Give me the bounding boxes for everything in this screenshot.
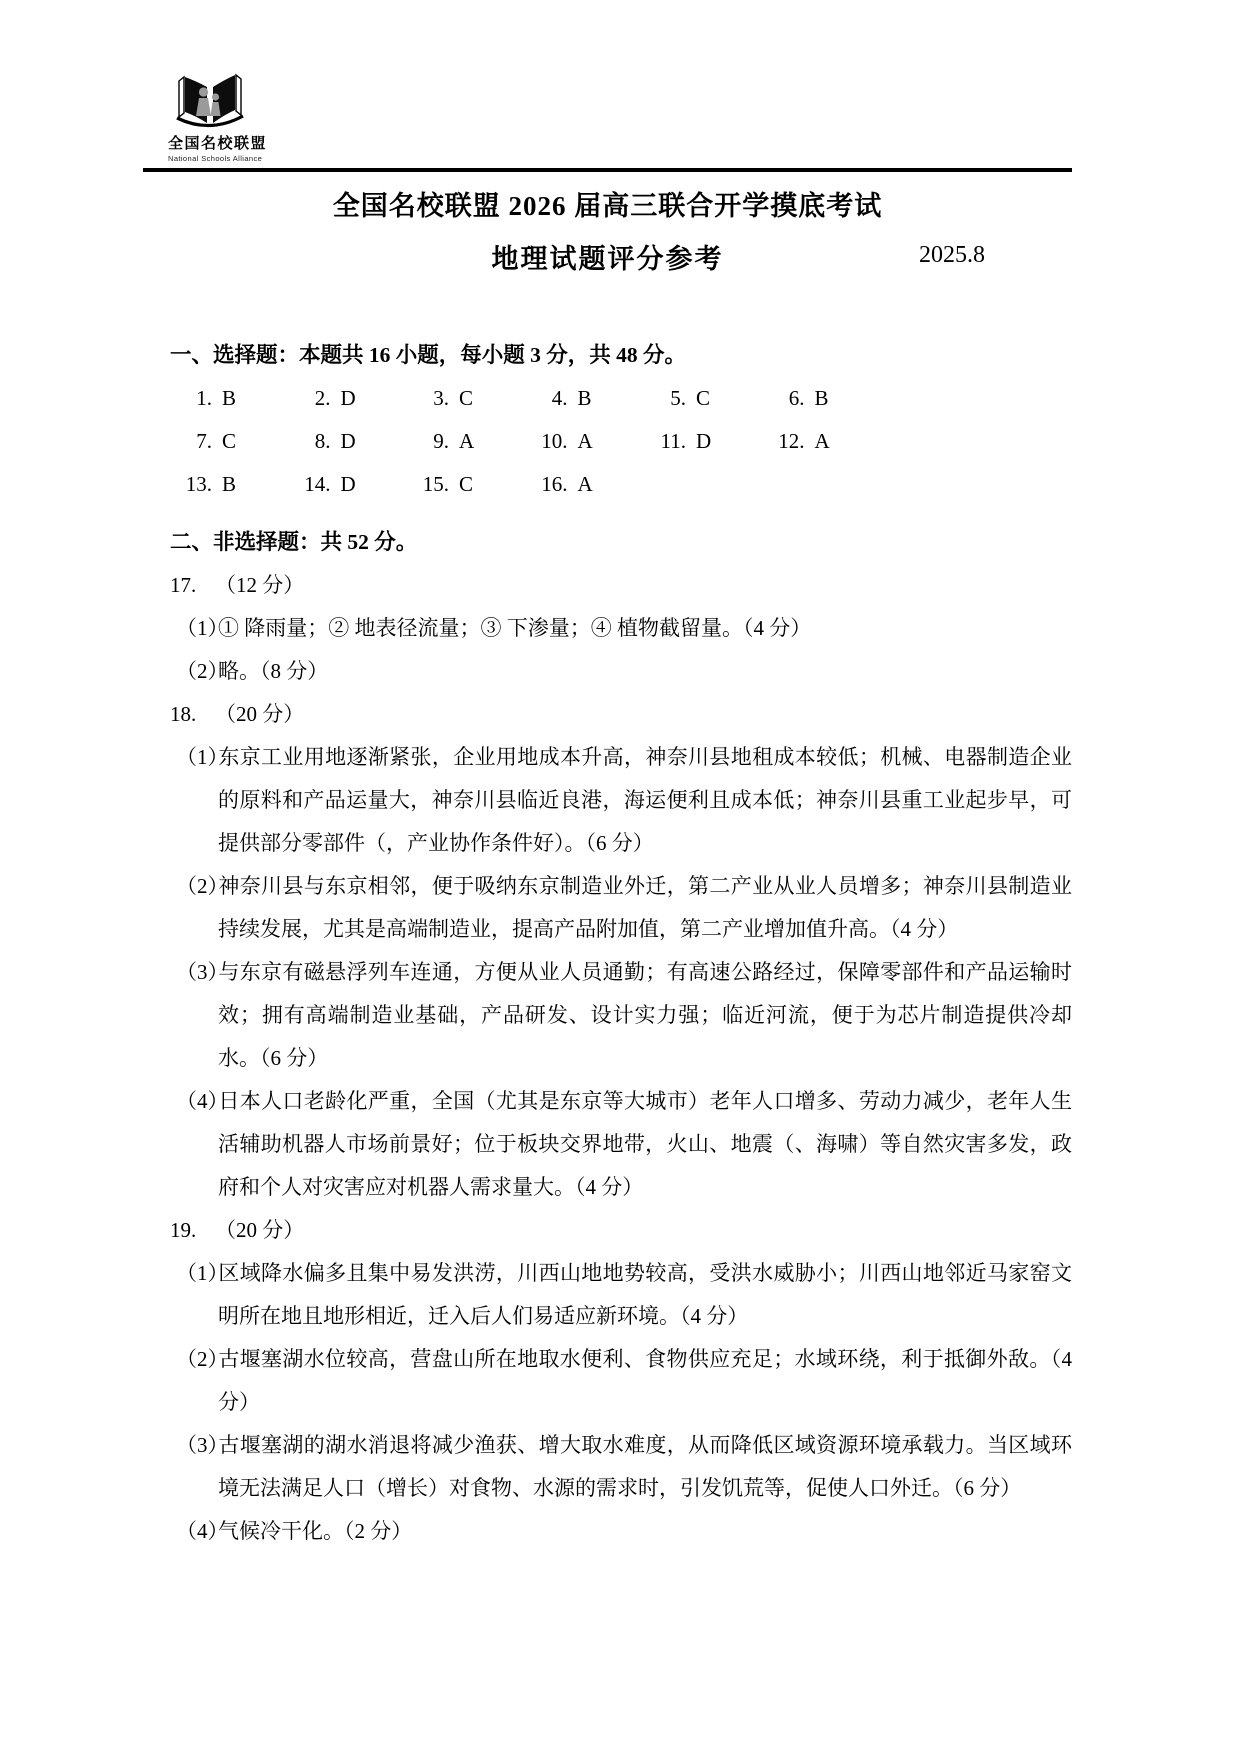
- part-text: 神奈川县与东京相邻，便于吸纳东京制造业外迁，第二产业从业人员增多；神奈川县制造业持续发展，尤其是高端制造业，提高产品附加值，第二产业增加值升高。（4 分）: [218, 874, 1072, 941]
- part-text: 与东京有磁悬浮列车连通，方便从业人员通勤；有高速公路经过，保障零部件和产品运输时效；拥有高端制造业基础，产品研发、设计实力强；临近河流，便于为芯片制造提供冷却水。（6 分）: [218, 960, 1072, 1070]
- mc-answer-grid: [143, 377, 1072, 506]
- mc-answer-letter: D: [340, 429, 356, 453]
- answer-part: [143, 1510, 1072, 1553]
- part-text: 略。（8 分）: [218, 659, 329, 683]
- answer-part: [143, 865, 1072, 951]
- part-marker: （3）: [176, 1433, 229, 1457]
- mc-answer-q16: [534, 463, 653, 506]
- question-number-line: [143, 1209, 1072, 1252]
- mc-answer-letter: B: [222, 386, 237, 410]
- header-divider: [143, 168, 1072, 172]
- logo-name-en: National Schools Alliance: [168, 154, 263, 163]
- mc-answer-number: 9.: [433, 429, 449, 453]
- mc-answer-letter: D: [696, 429, 712, 453]
- mc-answer-q6: [771, 377, 890, 420]
- part-marker: （1）: [176, 1261, 229, 1285]
- question-number-line: [143, 693, 1072, 736]
- mc-answer-number: 5.: [670, 386, 686, 410]
- mc-answer-letter: A: [814, 429, 830, 453]
- mc-answer-letter: B: [814, 386, 829, 410]
- mc-answer-number: 3.: [433, 386, 449, 410]
- question-number: 17.: [170, 573, 197, 597]
- answer-part: [143, 1424, 1072, 1510]
- part-marker: （4）: [176, 1089, 229, 1113]
- question-score: （20 分）: [215, 702, 305, 726]
- mc-answer-q4: [534, 377, 653, 420]
- mc-answer-number: 15.: [422, 472, 449, 496]
- mc-answer-number: 2.: [314, 386, 331, 410]
- mc-answer-q9: [415, 420, 534, 463]
- mc-answer-letter: A: [459, 429, 475, 453]
- mc-answer-letter: C: [459, 386, 474, 410]
- question-17: [143, 564, 1072, 693]
- logo: [168, 72, 318, 163]
- mc-answer-row: [178, 377, 1072, 420]
- mc-answer-q10: [534, 420, 653, 463]
- exam-date: 2025.8: [919, 242, 985, 268]
- mc-answer-letter: A: [577, 429, 593, 453]
- question-number-line: [143, 564, 1072, 607]
- mc-answer-row: [178, 420, 1072, 463]
- part-text: 区域降水偏多且集中易发洪涝，川西山地地势较高，受洪水威胁小；川西山地邻近马家窑文明所在地且地形相近，迁入后人们易适应新环境。（4 分）: [218, 1261, 1072, 1328]
- mc-answer-number: 12.: [778, 429, 805, 453]
- paper-subtitle: 地理试题评分参考: [491, 244, 724, 274]
- question-18: [143, 693, 1072, 1209]
- open-book-logo-icon: [174, 72, 246, 130]
- part-text: 东京工业用地逐渐紧张，企业用地成本升高，神奈川县地租成本较低；机械、电器制造企业的原料和产品运量大，神奈川县临近良港，海运便利且成本低；神奈川县重工业起步早，可提供部分零部件（，产业协作条件好）。（6 分）: [218, 745, 1072, 855]
- mc-answer-number: 11.: [660, 429, 686, 453]
- mc-answer-letter: B: [577, 386, 592, 410]
- mc-answer-number: 7.: [196, 429, 212, 453]
- part-text: 古堰塞湖的湖水消退将减少渔获、增大取水难度，从而降低区域资源环境承载力。当区域环境无法满足人口（增长）对食物、水源的需求时，引发饥荒等，促使人口外迁。（6 分）: [218, 1433, 1072, 1500]
- mc-answer-number: 14.: [304, 472, 331, 496]
- part-marker: （2）: [176, 1347, 229, 1371]
- mc-answer-q5: [652, 377, 771, 420]
- answer-part: [143, 650, 1072, 693]
- exam-title: 全国名校联盟 2026 届高三联合开学摸底考试: [332, 191, 883, 221]
- part-text: 古堰塞湖水位较高，营盘山所在地取水便利、食物供应充足；水域环绕，利于抵御外敌。（4 分）: [218, 1347, 1072, 1414]
- answer-part: [143, 607, 1072, 650]
- question-score: （20 分）: [215, 1218, 305, 1242]
- mc-answer-q8: [297, 420, 416, 463]
- mc-answer-number: 6.: [788, 386, 805, 410]
- mc-answer-q13: [178, 463, 297, 506]
- part-marker: （4）: [176, 1519, 229, 1543]
- answer-part: [143, 1338, 1072, 1424]
- logo-name-cn: 全国名校联盟: [168, 135, 268, 152]
- mc-answer-letter: D: [340, 386, 356, 410]
- mc-answer-q15: [415, 463, 534, 506]
- part-text: ① 降雨量；② 地表径流量；③ 下渗量；④ 植物截留量。（4 分）: [218, 616, 812, 640]
- part-text: 日本人口老龄化严重，全国（尤其是东京等大城市）老年人口增多、劳动力减少，老年人生活辅助机器人市场前景好；位于板块交界地带，火山、地震（、海啸）等自然灾害多发，政府和个人对灾害应对机器人需求量大。（4 分）: [218, 1089, 1072, 1199]
- mc-answer-q12: [771, 420, 890, 463]
- question-number: 18.: [170, 702, 197, 726]
- answer-part: [143, 1080, 1072, 1209]
- mc-answer-letter: C: [222, 429, 237, 453]
- mc-answer-number: 16.: [541, 472, 568, 496]
- mc-answer-row: [178, 463, 1072, 506]
- mc-answer-q2: [297, 377, 416, 420]
- question-19: [143, 1209, 1072, 1553]
- mc-answer-number: 8.: [314, 429, 331, 453]
- subtitle-row: [143, 237, 1072, 279]
- choice-section-heading: 一、选择题：本题共 16 小题，每小题 3 分，共 48 分。: [170, 343, 687, 367]
- mc-answer-number: 1.: [196, 386, 212, 410]
- part-marker: （1）: [176, 745, 229, 769]
- part-marker: （3）: [176, 960, 229, 984]
- question-number: 19.: [170, 1218, 197, 1242]
- mc-answer-q3: [415, 377, 534, 420]
- mc-answer-number: 4.: [551, 386, 568, 410]
- answer-part: [143, 736, 1072, 865]
- free-response-section-heading: 二、非选择题：共 52 分。: [170, 530, 418, 554]
- part-marker: （1）: [176, 616, 229, 640]
- mc-answer-q1: [178, 377, 297, 420]
- mc-answer-number: 13.: [185, 472, 212, 496]
- mc-answer-letter: D: [340, 472, 356, 496]
- mc-answer-letter: C: [696, 386, 711, 410]
- part-marker: （2）: [176, 659, 229, 683]
- mc-answer-q11: [652, 420, 771, 463]
- mc-answer-q14: [297, 463, 416, 506]
- mc-answer-letter: B: [222, 472, 237, 496]
- answer-part: [143, 951, 1072, 1080]
- question-score: （12 分）: [215, 573, 305, 597]
- part-marker: （2）: [176, 874, 229, 898]
- mc-answer-number: 10.: [541, 429, 568, 453]
- mc-answer-letter: C: [459, 472, 474, 496]
- mc-answer-q7: [178, 420, 297, 463]
- part-text: 气候冷干化。（2 分）: [218, 1519, 413, 1543]
- mc-answer-letter: A: [577, 472, 593, 496]
- answer-part: [143, 1252, 1072, 1338]
